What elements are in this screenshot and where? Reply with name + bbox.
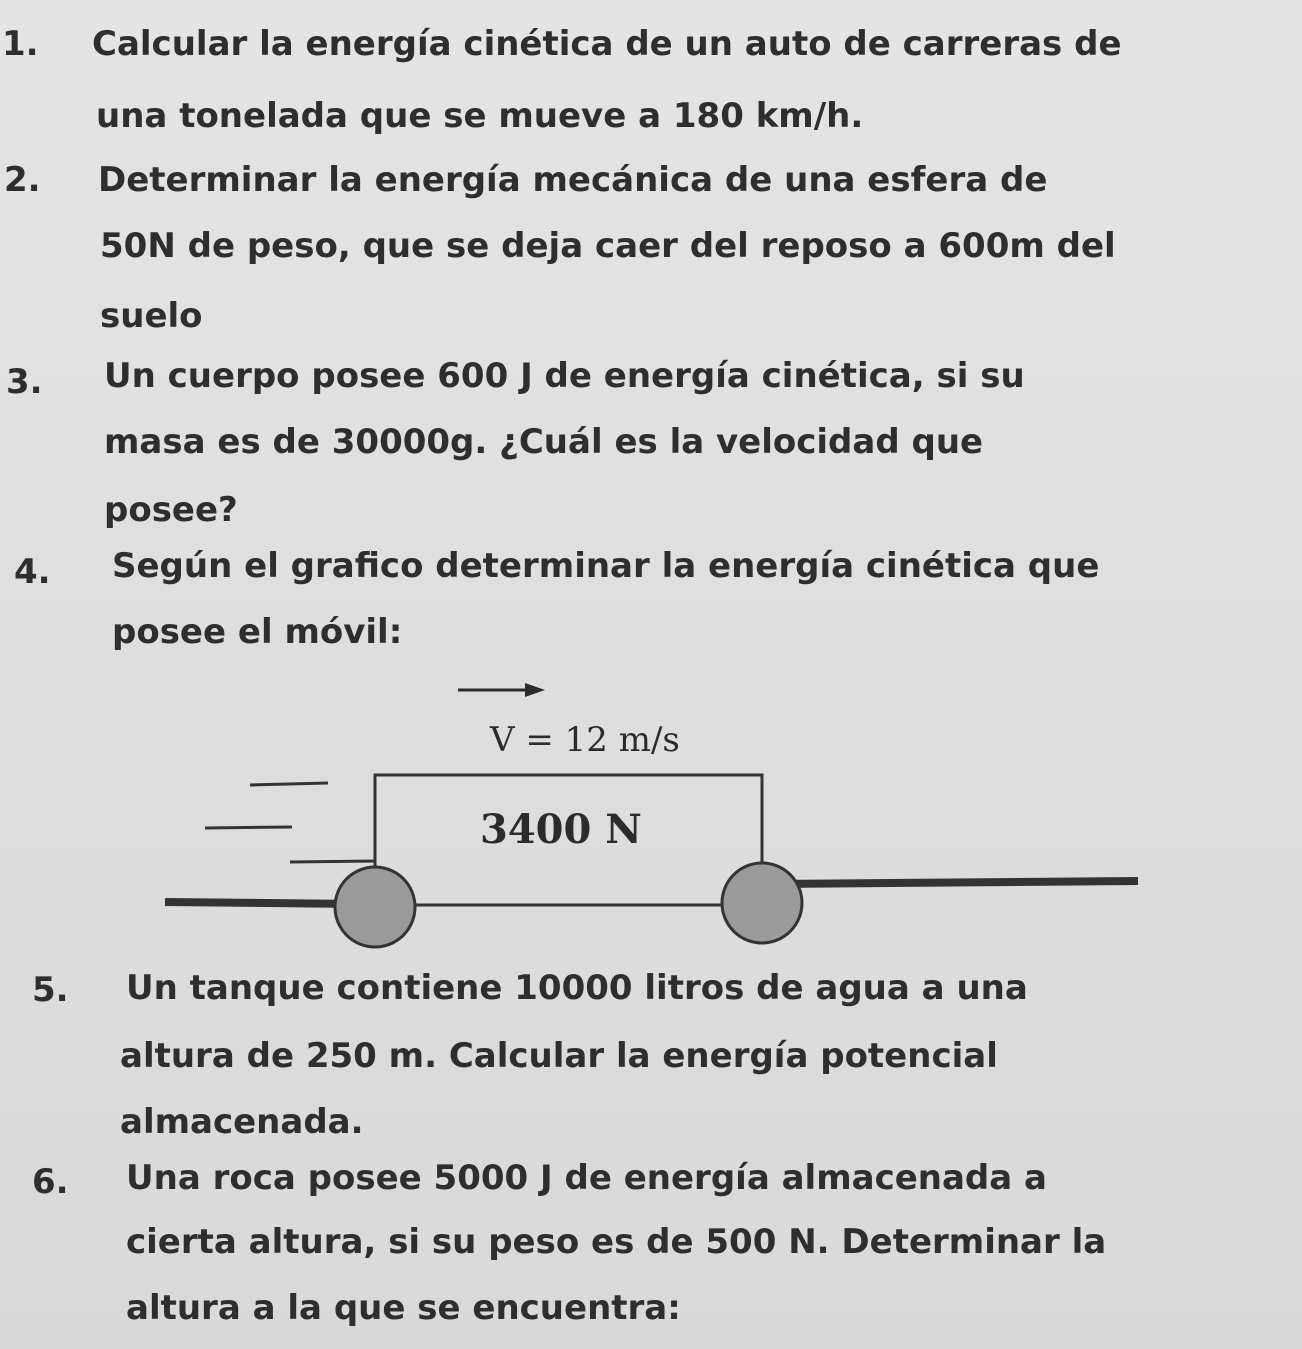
problem-1-line-2: una tonelada que se mueve a 180 km/h.: [96, 96, 864, 136]
problem-5-number: 5.: [32, 970, 69, 1010]
weight-label: 3400 N: [480, 806, 642, 853]
problem-3-number: 3.: [6, 362, 43, 402]
problem-1-line-1: Calcular la energía cinética de un auto de carreras de: [92, 24, 1122, 64]
problem-3-line-1: Un cuerpo posee 600 J de energía cinética, si su: [104, 356, 1025, 396]
problem-4-line-2: posee el móvil:: [112, 612, 403, 652]
ground-line-right: [775, 881, 1138, 884]
ground-line-left: [165, 902, 360, 904]
problem-2-number: 2.: [4, 160, 41, 200]
problem-2-line-3: suelo: [100, 296, 203, 336]
problem-4-number: 4.: [14, 552, 51, 592]
problem-1-number: 1.: [2, 24, 39, 64]
problem-6-number: 6.: [32, 1162, 69, 1202]
velocity-arrow-head: [525, 683, 545, 697]
problem-4-line-1: Según el grafico determinar la energía cinética que: [112, 546, 1100, 586]
car-diagram: [150, 665, 1150, 965]
problem-6-line-3: altura a la que se encuentra:: [126, 1288, 681, 1328]
rear-wheel: [335, 867, 415, 947]
problem-6-line-2: cierta altura, si su peso es de 500 N. Determinar la: [126, 1222, 1107, 1262]
problem-6-line-1: Una roca posee 5000 J de energía almacenada a: [126, 1158, 1047, 1198]
problem-2-line-2: 50N de peso, que se deja caer del reposo a 600m del: [100, 226, 1116, 266]
problem-2-line-1: Determinar la energía mecánica de una esfera de: [98, 160, 1048, 200]
front-wheel: [722, 863, 802, 943]
problem-5-line-3: almacenada.: [120, 1102, 364, 1142]
problem-5-line-2: altura de 250 m. Calcular la energía potencial: [120, 1036, 998, 1076]
motion-line-1: [250, 783, 328, 785]
motion-line-3: [290, 861, 375, 862]
motion-line-2: [205, 827, 292, 828]
problem-3-line-2: masa es de 30000g. ¿Cuál es la velocidad que: [104, 422, 984, 462]
velocity-label: V = 12 m/s: [490, 720, 680, 760]
problem-3-line-3: posee?: [104, 490, 238, 530]
problem-5-line-1: Un tanque contiene 10000 litros de agua a una: [126, 968, 1028, 1008]
